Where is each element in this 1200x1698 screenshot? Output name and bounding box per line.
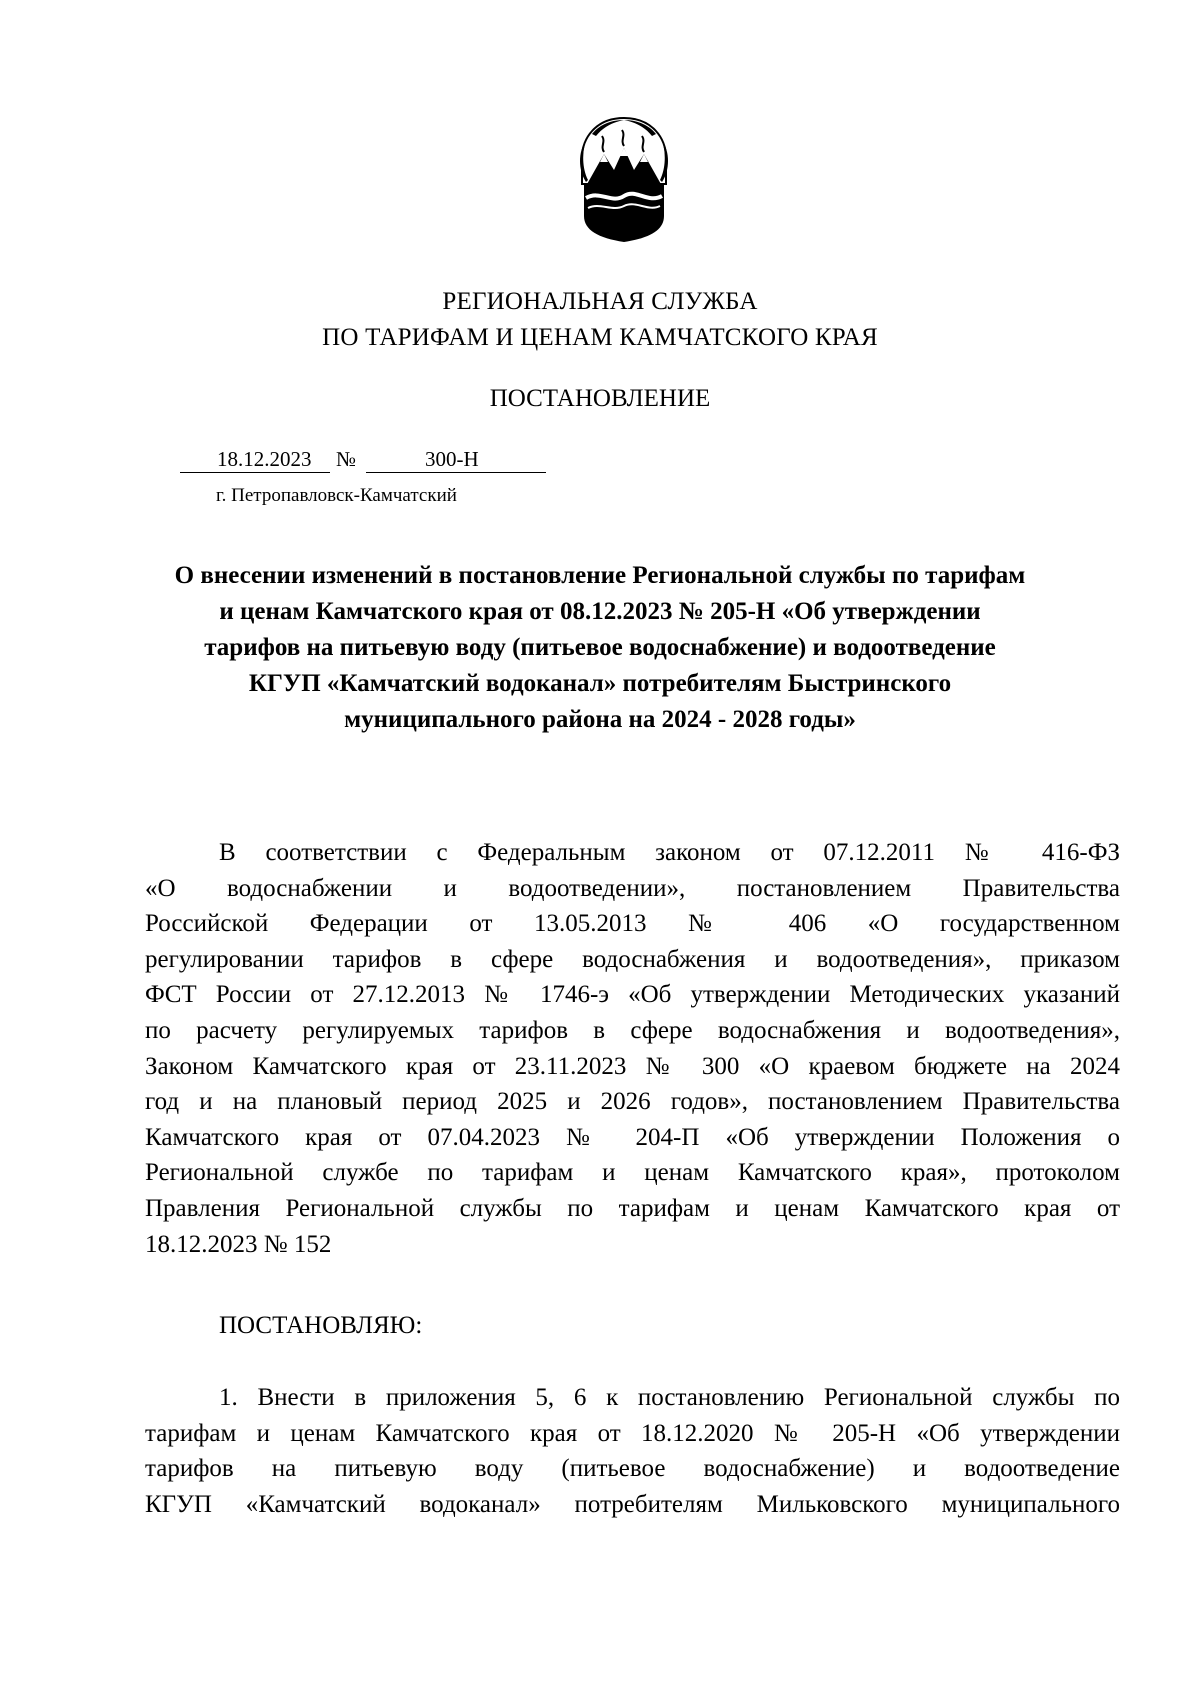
title-line: О внесении изменений в постановление Региональной службы по тарифам [174,562,1026,589]
title-line: муниципального района на 2024 - 2028 годы» [344,706,856,733]
preamble-line: Российской Федерации от 13.05.2013 № 406 «О государственном [145,910,1120,938]
item-1-paragraph [145,1380,1120,1522]
title-line: и ценам Камчатского края от 08.12.2023 № 205-Н «Об утверждении [219,598,981,625]
number-sign: № [336,447,357,471]
coat-of-arms-icon [570,112,678,244]
preamble-line: Региональной службе по тарифам и ценам Камчатского края», протоколом [145,1159,1120,1187]
city: г. Петропавловск-Камчатский [216,485,457,506]
preamble-line: Законом Камчатского края от 23.11.2023 № 300 «О краевом бюджете на 2024 [145,1052,1120,1080]
preamble-line: «О водоснабжении и водоотведении», постановлением Правительства [145,874,1120,902]
preamble-line: регулировании тарифов в сфере водоснабжения и водоотведения», приказом [145,945,1120,973]
document-title [130,558,1070,738]
preamble-line: В соответствии с Федеральным законом от 07.12.2011 № 416-ФЗ [219,839,1120,866]
document-type: ПОСТАНОВЛЕНИЕ [489,385,711,412]
number-underline [366,472,546,473]
item-line: КГУП «Камчатский водоканал» потребителям Мильковского муниципального [145,1490,1120,1518]
agency-line-2: ПО ТАРИФАМ И ЦЕНАМ КАМЧАТСКОГО КРАЯ [322,324,878,351]
date-number-block [180,446,600,476]
decree-word: ПОСТАНОВЛЯЮ: [219,1312,423,1339]
document-number: 300-Н [425,447,479,471]
preamble-line: Камчатского края от 07.04.2023 № 204-П «Об утверждении Положения о [145,1123,1120,1151]
title-line: КГУП «Камчатский водоканал» потребителям Быстринского [248,670,952,697]
title-line: тарифов на питьевую воду (питьевое водоснабжение) и водоотведение [204,634,996,661]
preamble-line: Правления Региональной службы по тарифам и ценам Камчатского края от [145,1194,1120,1222]
document-date: 18.12.2023 [217,447,312,471]
item-line: тарифам и ценам Камчатского края от 18.12.2020 № 205-Н «Об утверждении [145,1419,1120,1447]
preamble-line: год и на плановый период 2025 и 2026 годов», постановлением Правительства [145,1088,1120,1116]
agency-name [0,284,1200,356]
agency-line-1: РЕГИОНАЛЬНАЯ СЛУЖБА [442,288,758,315]
preamble-line: ФСТ России от 27.12.2013 № 1746-э «Об утверждении Методических указаний [145,981,1120,1009]
preamble-line: по расчету регулируемых тарифов в сфере водоснабжения и водоотведения», [145,1016,1120,1044]
preamble-paragraph [145,835,1120,1262]
preamble-line: 18.12.2023 № 152 [145,1230,332,1258]
item-line: тарифов на питьевую воду (питьевое водоснабжение) и водоотведение [145,1455,1120,1483]
date-underline [180,472,330,473]
item-line: 1. Внести в приложения 5, 6 к постановлению Региональной службы по [219,1384,1120,1411]
